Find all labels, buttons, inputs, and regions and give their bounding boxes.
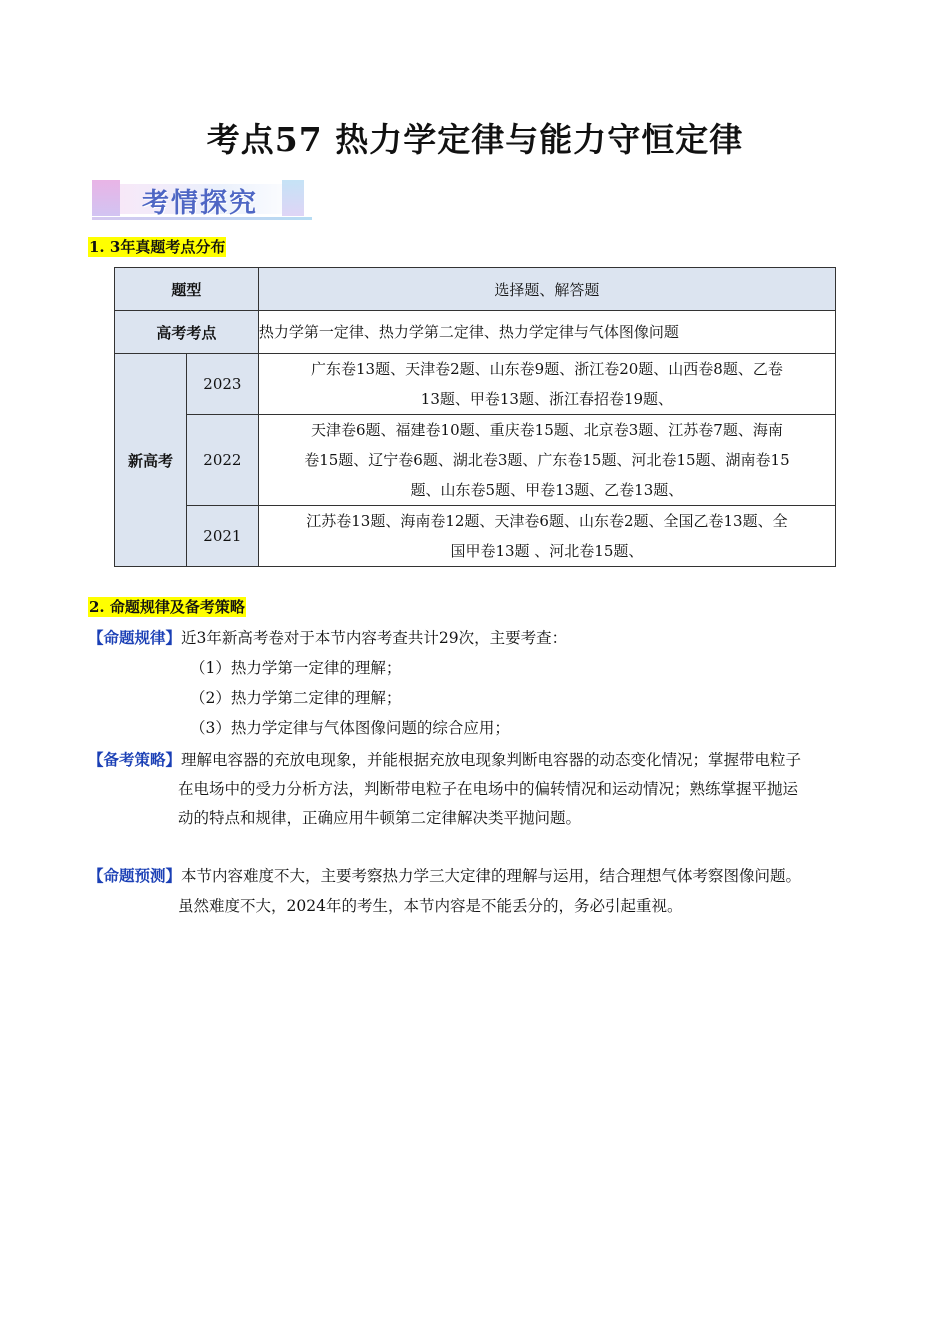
section-heading-distribution: 1. 3年真题考点分布 [89,238,226,256]
table-row [115,354,836,415]
strategy-line: 理解电容器的充放电现象，并能根据充放电现象判断电容器的动态变化情况；掌握带电粒子 [181,751,802,769]
group-label-cell: 新高考 [115,354,187,567]
questions-line: 天津卷6题、福建卷10题、重庆卷15题、北京卷3题、江苏卷7题、海南 [311,421,783,439]
banner-label: 考情探究 [142,188,258,219]
strategy-line: 动的特点和规律，正确应用牛顿第二定律解决类平抛问题。 [178,809,582,827]
table-row [115,311,836,354]
rules-paragraph [88,623,868,653]
table-row [115,268,836,311]
questions-line: 国甲卷13题 、河北卷15题、 [450,542,644,560]
banner-right-block [282,180,304,216]
page-title: 考点57 热力学定律与能力守恒定律 [206,120,744,159]
table-row [115,415,836,506]
forecast-tag: 【命题预测】 [88,866,182,885]
rules-item: （3）热力学定律与气体图像问题的综合应用； [190,719,510,737]
questions-cell [258,354,835,415]
points-value-cell: 热力学第一定律、热力学第二定律、热力学定律与气体图像问题 [258,311,835,354]
type-value-cell: 选择题、解答题 [258,268,835,311]
rules-item: （1）热力学第一定律的理解； [190,659,402,677]
questions-line: 卷15题、辽宁卷6题、湖北卷3题、广东卷15题、河北卷15题、湖南卷15 [304,451,790,469]
rules-tag: 【命题规律】 [88,628,182,647]
questions-line: 题、山东卷5题、甲卷13题、乙卷13题、 [410,481,684,499]
exam-distribution-table [114,267,836,567]
rules-item: （2）热力学第二定律的理解； [190,689,402,707]
banner-left-block [92,180,120,216]
questions-line: 江苏卷13题、海南卷12题、天津卷6题、山东卷2题、全国乙卷13题、全 [306,512,788,530]
strategy-line: 在电场中的受力分析方法，判断带电粒子在电场中的偏转情况和运动情况；熟练掌握平抛运 [178,780,799,798]
year-cell: 2023 [186,354,258,415]
forecast-paragraph [88,861,868,891]
type-label-cell: 题型 [115,268,259,311]
forecast-line: 虽然难度不大，2024年的考生，本节内容是不能丢分的，务必引起重视。 [178,897,683,915]
questions-cell [258,415,835,506]
year-cell: 2022 [186,415,258,506]
section-banner [92,180,312,220]
points-label-cell: 高考考点 [115,311,259,354]
rules-intro: 近3年新高考卷对于本节内容考查共计29次，主要考查： [181,629,568,647]
strategy-tag: 【备考策略】 [88,750,182,769]
table-row [115,506,836,567]
questions-line: 13题、甲卷13题、浙江春招卷19题、 [420,390,674,408]
forecast-line: 本节内容难度不大，主要考察热力学三大定律的理解与运用，结合理想气体考察图像问题。 [181,867,802,885]
questions-line: 广东卷13题、天津卷2题、山东卷9题、浙江卷20题、山西卷8题、乙卷 [311,360,783,378]
year-cell: 2021 [186,506,258,567]
section-heading-strategy: 2. 命题规律及备考策略 [89,598,245,616]
strategy-paragraph [88,745,868,775]
questions-cell [258,506,835,567]
